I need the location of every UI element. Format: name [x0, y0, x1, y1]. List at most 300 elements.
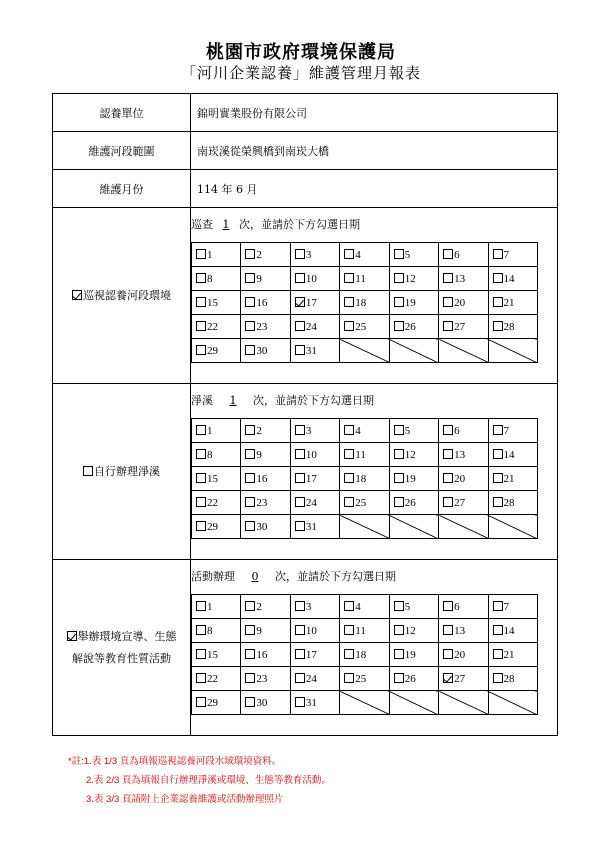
date-checkbox[interactable]	[394, 601, 404, 611]
date-label: 15	[207, 296, 218, 309]
date-checkbox[interactable]	[295, 601, 305, 611]
date-cell[interactable]	[439, 267, 488, 291]
footnote: *註:1.表 1/3 頁為填報巡視認養河段水域環境資料。	[68, 756, 282, 767]
date-checkbox[interactable]	[443, 649, 453, 659]
date-cell[interactable]	[439, 643, 488, 667]
date-grid-row	[192, 291, 538, 315]
date-cell[interactable]	[192, 267, 241, 291]
date-label: 23	[256, 496, 268, 509]
date-cell[interactable]	[290, 643, 339, 667]
date-checkbox[interactable]	[245, 697, 255, 707]
date-label: 14	[503, 272, 515, 285]
date-label: 10	[305, 272, 317, 285]
date-cell[interactable]	[488, 643, 537, 667]
date-label: 5	[404, 248, 411, 261]
date-checkbox[interactable]	[245, 273, 255, 283]
empty-date-cell	[389, 339, 438, 363]
date-label: 31	[305, 344, 317, 357]
date-checkbox[interactable]	[295, 249, 305, 259]
date-cell[interactable]	[389, 491, 438, 515]
date-label: 6	[454, 248, 460, 261]
date-label: 7	[503, 248, 510, 261]
date-label: 30	[256, 520, 268, 533]
section-header	[191, 208, 557, 242]
date-cell[interactable]	[488, 419, 537, 443]
date-cell[interactable]	[439, 291, 488, 315]
date-checkbox[interactable]	[245, 345, 255, 355]
date-cell[interactable]	[290, 667, 339, 691]
date-checkbox[interactable]	[245, 601, 255, 611]
date-label: 3	[305, 248, 312, 261]
date-label: 9	[256, 448, 262, 461]
date-checkbox[interactable]	[344, 601, 354, 611]
empty-date-cell	[340, 515, 389, 539]
date-label: 21	[503, 648, 515, 661]
date-cell[interactable]	[389, 243, 438, 267]
date-checkbox[interactable]	[245, 521, 255, 531]
date-cell[interactable]	[192, 619, 241, 643]
empty-date-cell	[488, 515, 537, 539]
date-cell[interactable]	[241, 491, 290, 515]
date-cell[interactable]	[241, 291, 290, 315]
date-cell[interactable]	[290, 619, 339, 643]
date-cell[interactable]	[192, 595, 241, 619]
section-suffix: 次，並請於下方勾選日期	[275, 570, 396, 583]
date-checkbox[interactable]	[245, 321, 255, 331]
date-checkbox[interactable]	[295, 449, 305, 459]
date-label: 31	[305, 696, 317, 709]
date-cell[interactable]	[439, 619, 488, 643]
date-label: 18	[355, 296, 367, 309]
date-cell[interactable]	[290, 491, 339, 515]
date-label: 16	[256, 472, 268, 485]
date-cell[interactable]	[389, 595, 438, 619]
date-cell[interactable]	[192, 515, 241, 539]
date-cell[interactable]	[241, 339, 290, 363]
date-checkbox[interactable]	[394, 497, 404, 507]
date-cell[interactable]	[439, 491, 488, 515]
row-unit	[53, 94, 558, 132]
date-cell[interactable]	[241, 267, 290, 291]
empty-date-cell	[439, 515, 488, 539]
empty-date-cell	[439, 339, 488, 363]
unit-value[interactable]: 錦明實業股份有限公司	[191, 94, 558, 132]
date-checkbox[interactable]	[196, 497, 206, 507]
date-cell[interactable]	[192, 667, 241, 691]
date-label: 25	[355, 672, 367, 685]
date-label: 15	[207, 648, 218, 661]
date-checkbox[interactable]	[493, 625, 503, 635]
date-cell[interactable]	[389, 667, 438, 691]
date-checkbox[interactable]	[245, 673, 255, 683]
date-label: 15	[207, 472, 218, 485]
date-label: 3	[305, 424, 312, 437]
date-label: 4	[355, 248, 361, 261]
section-count[interactable]: 0	[251, 570, 259, 583]
date-label: 26	[404, 672, 416, 685]
date-label: 22	[207, 672, 218, 685]
date-label: 8	[207, 272, 213, 285]
date-cell[interactable]	[192, 443, 241, 467]
date-label: 13	[454, 272, 466, 285]
date-cell[interactable]	[488, 315, 537, 339]
date-label: 12	[404, 624, 416, 637]
date-label: 13	[454, 448, 466, 461]
date-checkbox[interactable]	[196, 425, 206, 435]
date-grid-row	[192, 315, 538, 339]
date-grid	[191, 418, 538, 539]
date-cell[interactable]	[192, 291, 241, 315]
date-cell[interactable]	[439, 595, 488, 619]
date-cell[interactable]	[439, 419, 488, 443]
date-label: 24	[305, 672, 317, 685]
date-cell[interactable]	[241, 667, 290, 691]
date-cell[interactable]	[192, 467, 241, 491]
date-checkbox[interactable]	[344, 273, 354, 283]
date-checkbox[interactable]	[295, 497, 305, 507]
date-cell[interactable]	[241, 467, 290, 491]
date-label: 27	[454, 496, 466, 509]
date-checkbox[interactable]	[394, 649, 404, 659]
date-label: 6	[454, 600, 460, 613]
date-label: 22	[207, 496, 218, 509]
date-checkbox[interactable]	[295, 673, 305, 683]
date-checkbox[interactable]	[493, 473, 503, 483]
date-checkbox[interactable]	[196, 601, 206, 611]
date-checkbox[interactable]	[344, 449, 354, 459]
date-label: 30	[256, 696, 268, 709]
date-checkbox[interactable]	[344, 625, 354, 635]
date-cell[interactable]	[192, 643, 241, 667]
date-label: 18	[355, 472, 367, 485]
date-checkbox[interactable]	[493, 649, 503, 659]
date-cell[interactable]	[241, 243, 290, 267]
date-checkbox[interactable]	[344, 649, 354, 659]
date-checkbox[interactable]	[344, 297, 354, 307]
date-cell[interactable]	[439, 243, 488, 267]
date-cell[interactable]	[340, 643, 389, 667]
date-grid-row	[192, 667, 538, 691]
date-checkbox[interactable]	[295, 697, 305, 707]
date-cell[interactable]	[290, 691, 339, 715]
page-subtitle: 「河川企業認養」維護管理月報表	[180, 64, 421, 82]
date-label: 24	[305, 496, 317, 509]
date-cell[interactable]	[340, 243, 389, 267]
date-cell[interactable]	[290, 419, 339, 443]
date-label: 4	[355, 424, 361, 437]
date-checkbox[interactable]	[394, 625, 404, 635]
date-label: 2	[256, 600, 262, 613]
date-cell[interactable]	[439, 667, 488, 691]
river-label: 維護河段範圍	[53, 132, 191, 170]
date-cell[interactable]	[340, 619, 389, 643]
date-cell[interactable]	[241, 419, 290, 443]
date-label: 9	[256, 272, 262, 285]
date-checkbox[interactable]	[196, 345, 206, 355]
date-label: 23	[256, 320, 268, 333]
date-cell[interactable]	[340, 267, 389, 291]
date-checkbox[interactable]	[443, 297, 453, 307]
date-cell[interactable]	[340, 595, 389, 619]
date-cell[interactable]	[389, 643, 438, 667]
date-cell[interactable]	[241, 595, 290, 619]
date-cell[interactable]	[488, 267, 537, 291]
date-cell[interactable]	[290, 339, 339, 363]
month-value[interactable]: 114 年 6 月	[191, 170, 558, 208]
date-checkbox[interactable]	[295, 297, 305, 307]
date-grid-row	[192, 339, 538, 363]
river-value[interactable]: 南崁溪從榮興橋到南崁大橋	[191, 132, 558, 170]
empty-date-cell	[488, 691, 537, 715]
empty-date-cell	[439, 691, 488, 715]
footnote: 3.表 3/3 頁請附上企業認養維護或活動辦理照片	[86, 794, 284, 805]
date-label: 1	[207, 600, 213, 613]
date-cell[interactable]	[290, 291, 339, 315]
date-cell[interactable]	[290, 443, 339, 467]
date-label: 9	[256, 624, 262, 637]
date-cell[interactable]	[290, 467, 339, 491]
date-checkbox[interactable]	[493, 297, 503, 307]
date-cell[interactable]	[340, 491, 389, 515]
date-label: 25	[355, 496, 367, 509]
date-cell[interactable]	[340, 419, 389, 443]
date-checkbox[interactable]	[196, 649, 206, 659]
date-checkbox[interactable]	[493, 425, 503, 435]
date-cell[interactable]	[488, 291, 537, 315]
date-cell[interactable]	[241, 515, 290, 539]
section-prefix: 巡查	[191, 218, 213, 231]
section-label-line: 舉辦環境宣導、生態	[77, 629, 177, 643]
date-cell[interactable]	[340, 443, 389, 467]
footnote: 2.表 2/3 頁為填報自行辦理淨溪或環境、生態等教育活動。	[86, 775, 331, 786]
date-checkbox[interactable]	[394, 425, 404, 435]
date-cell[interactable]	[488, 619, 537, 643]
date-checkbox[interactable]	[295, 321, 305, 331]
date-checkbox[interactable]	[245, 649, 255, 659]
date-checkbox[interactable]	[245, 249, 255, 259]
date-checkbox[interactable]	[443, 249, 453, 259]
date-label: 19	[404, 296, 416, 309]
date-label: 6	[454, 424, 460, 437]
date-cell[interactable]	[389, 419, 438, 443]
date-label: 7	[503, 424, 510, 437]
date-checkbox[interactable]	[295, 345, 305, 355]
section-checkbox[interactable]	[83, 466, 93, 476]
date-cell[interactable]	[241, 643, 290, 667]
date-checkbox[interactable]	[196, 697, 206, 707]
date-checkbox[interactable]	[295, 625, 305, 635]
date-checkbox[interactable]	[394, 249, 404, 259]
date-checkbox[interactable]	[394, 673, 404, 683]
date-cell[interactable]	[488, 443, 537, 467]
date-cell[interactable]	[290, 315, 339, 339]
date-checkbox[interactable]	[493, 273, 503, 283]
section-checkbox[interactable]	[67, 631, 77, 641]
date-cell[interactable]	[340, 467, 389, 491]
date-checkbox[interactable]	[493, 249, 503, 259]
empty-date-cell	[389, 691, 438, 715]
date-checkbox[interactable]	[394, 297, 404, 307]
date-checkbox[interactable]	[344, 249, 354, 259]
date-checkbox[interactable]	[443, 497, 453, 507]
date-checkbox[interactable]	[394, 321, 404, 331]
date-grid-row	[192, 515, 538, 539]
date-checkbox[interactable]	[493, 601, 503, 611]
date-cell[interactable]	[340, 667, 389, 691]
date-cell[interactable]	[241, 691, 290, 715]
date-checkbox[interactable]	[344, 473, 354, 483]
date-checkbox[interactable]	[196, 473, 206, 483]
date-label: 19	[404, 472, 416, 485]
date-checkbox[interactable]	[245, 449, 255, 459]
date-checkbox[interactable]	[196, 673, 206, 683]
date-label: 17	[305, 648, 317, 661]
date-cell[interactable]	[241, 315, 290, 339]
empty-date-cell	[340, 339, 389, 363]
date-checkbox[interactable]	[344, 321, 354, 331]
date-cell[interactable]	[192, 419, 241, 443]
date-label: 17	[305, 472, 317, 485]
date-label: 18	[355, 648, 367, 661]
section-body	[191, 560, 558, 736]
empty-date-cell	[340, 691, 389, 715]
date-checkbox[interactable]	[295, 649, 305, 659]
section-prefix: 淨溪	[191, 394, 213, 407]
date-cell[interactable]	[241, 619, 290, 643]
date-cell[interactable]	[488, 491, 537, 515]
date-cell[interactable]	[340, 315, 389, 339]
date-label: 14	[503, 624, 515, 637]
date-cell[interactable]	[290, 267, 339, 291]
date-checkbox[interactable]	[443, 321, 453, 331]
date-cell[interactable]	[488, 667, 537, 691]
date-cell[interactable]	[290, 243, 339, 267]
date-grid-row	[192, 595, 538, 619]
date-cell[interactable]	[389, 619, 438, 643]
date-checkbox[interactable]	[443, 673, 453, 683]
section-count[interactable]: 1	[229, 394, 237, 407]
date-cell[interactable]	[389, 267, 438, 291]
date-checkbox[interactable]	[196, 249, 206, 259]
date-cell[interactable]	[488, 467, 537, 491]
date-checkbox[interactable]	[196, 625, 206, 635]
unit-label: 認養單位	[53, 94, 191, 132]
date-cell[interactable]	[439, 467, 488, 491]
date-grid-row	[192, 243, 538, 267]
date-label: 8	[207, 624, 213, 637]
date-checkbox[interactable]	[443, 601, 453, 611]
date-label: 4	[355, 600, 361, 613]
date-cell[interactable]	[488, 595, 537, 619]
date-label: 1	[207, 424, 213, 437]
section-body	[191, 208, 558, 384]
date-cell[interactable]	[389, 467, 438, 491]
date-cell[interactable]	[192, 691, 241, 715]
date-checkbox[interactable]	[295, 521, 305, 531]
date-checkbox[interactable]	[443, 473, 453, 483]
date-cell[interactable]	[192, 315, 241, 339]
date-label: 12	[404, 448, 416, 461]
date-checkbox[interactable]	[344, 425, 354, 435]
date-label: 27	[454, 672, 466, 685]
date-checkbox[interactable]	[443, 425, 453, 435]
date-label: 28	[503, 672, 515, 685]
date-cell[interactable]	[389, 443, 438, 467]
date-checkbox[interactable]	[295, 473, 305, 483]
date-checkbox[interactable]	[245, 473, 255, 483]
date-label: 5	[404, 600, 411, 613]
date-cell[interactable]	[340, 291, 389, 315]
section-count[interactable]: 1	[222, 218, 230, 231]
date-cell[interactable]	[192, 339, 241, 363]
date-checkbox[interactable]	[493, 449, 503, 459]
date-checkbox[interactable]	[394, 473, 404, 483]
date-checkbox[interactable]	[344, 673, 354, 683]
date-checkbox[interactable]	[196, 521, 206, 531]
date-label: 26	[404, 320, 416, 333]
date-checkbox[interactable]	[245, 497, 255, 507]
date-cell[interactable]	[192, 491, 241, 515]
date-cell[interactable]	[389, 315, 438, 339]
date-checkbox[interactable]	[245, 425, 255, 435]
empty-date-cell	[488, 339, 537, 363]
section-label	[53, 384, 191, 560]
date-checkbox[interactable]	[245, 625, 255, 635]
date-checkbox[interactable]	[245, 297, 255, 307]
date-cell[interactable]	[488, 243, 537, 267]
section-checkbox[interactable]	[72, 290, 82, 300]
date-cell[interactable]	[439, 315, 488, 339]
date-checkbox[interactable]	[196, 297, 206, 307]
date-label: 12	[404, 272, 416, 285]
date-cell[interactable]	[290, 595, 339, 619]
date-label: 19	[404, 648, 416, 661]
date-checkbox[interactable]	[196, 449, 206, 459]
date-checkbox[interactable]	[493, 321, 503, 331]
section-suffix: 次，並請於下方勾選日期	[239, 218, 360, 231]
date-label: 20	[454, 648, 466, 661]
date-checkbox[interactable]	[394, 449, 404, 459]
date-checkbox[interactable]	[295, 273, 305, 283]
date-label: 25	[355, 320, 367, 333]
date-grid-row	[192, 443, 538, 467]
date-checkbox[interactable]	[295, 425, 305, 435]
date-checkbox[interactable]	[443, 449, 453, 459]
date-checkbox[interactable]	[493, 497, 503, 507]
section-label-line: 自行辦理淨溪	[94, 464, 160, 478]
date-label: 10	[305, 448, 317, 461]
date-cell[interactable]	[439, 443, 488, 467]
date-checkbox[interactable]	[344, 497, 354, 507]
date-cell[interactable]	[192, 243, 241, 267]
date-checkbox[interactable]	[443, 273, 453, 283]
date-grid-row	[192, 491, 538, 515]
section-suffix: 次，並請於下方勾選日期	[253, 394, 374, 407]
date-checkbox[interactable]	[196, 273, 206, 283]
date-label: 24	[305, 320, 317, 333]
date-cell[interactable]	[290, 515, 339, 539]
date-label: 8	[207, 448, 213, 461]
date-checkbox[interactable]	[394, 273, 404, 283]
date-checkbox[interactable]	[196, 321, 206, 331]
date-label: 17	[305, 296, 317, 309]
date-checkbox[interactable]	[443, 625, 453, 635]
section-label	[53, 208, 191, 384]
date-checkbox[interactable]	[493, 673, 503, 683]
date-cell[interactable]	[241, 443, 290, 467]
empty-date-cell	[389, 515, 438, 539]
date-cell[interactable]	[389, 291, 438, 315]
